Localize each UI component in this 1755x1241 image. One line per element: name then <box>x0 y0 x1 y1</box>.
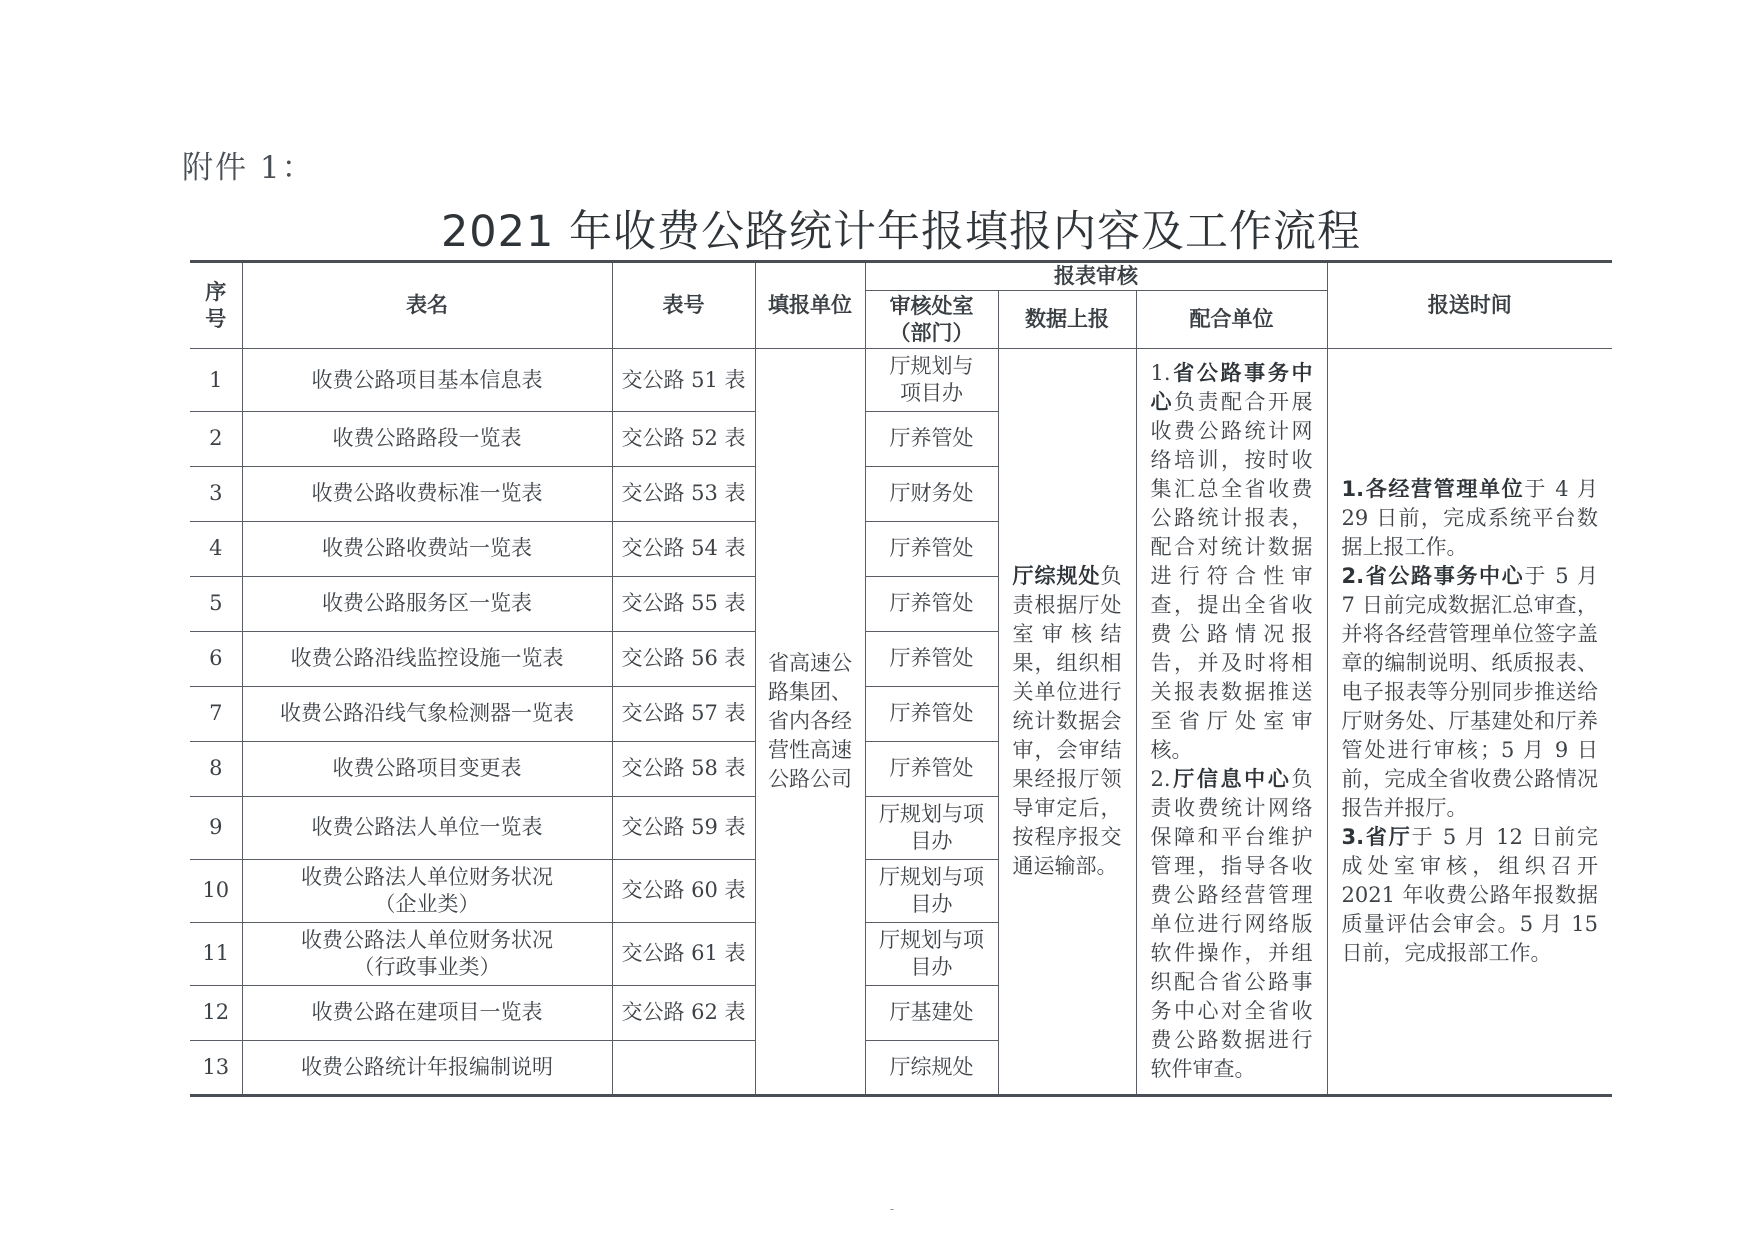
row-table-code: 交公路 51 表 <box>612 349 755 412</box>
row-seq: 7 <box>190 686 242 741</box>
row-table-name: 收费公路收费站一览表 <box>242 521 612 576</box>
row-seq: 2 <box>190 412 242 467</box>
row-table-name: 收费公路路段一览表 <box>242 412 612 467</box>
row-seq: 13 <box>190 1040 242 1095</box>
row-table-code: 交公路 60 表 <box>612 859 755 922</box>
header-seq: 序 号 <box>190 262 242 349</box>
row-table-code: 交公路 54 表 <box>612 521 755 576</box>
row-table-code: 交公路 56 表 <box>612 631 755 686</box>
row-review-dept: 厅规划与 项目办 <box>865 349 998 412</box>
row-table-name: 收费公路法人单位一览表 <box>242 796 612 859</box>
row-seq: 11 <box>190 922 242 985</box>
row-table-code: 交公路 53 表 <box>612 466 755 521</box>
header-unit: 填报单位 <box>755 262 865 349</box>
header-review-group: 报表审核 <box>865 262 1327 291</box>
coop-item: 2.厅信息中心负责收费统计网络保障和平台维护管理，指导各收费公路经营管理单位进行网络版软件操作，并组织配合省公路事务中心对全省收费公路数据进行软件审查。 <box>1150 767 1313 1081</box>
submit-time-cell <box>1327 349 1612 1096</box>
row-table-code: 交公路 59 表 <box>612 796 755 859</box>
row-table-code: 交公路 57 表 <box>612 686 755 741</box>
header-name: 表名 <box>242 262 612 349</box>
row-review-dept: 厅财务处 <box>865 466 998 521</box>
row-table-code: 交公路 52 表 <box>612 412 755 467</box>
row-table-name: 收费公路沿线气象检测器一览表 <box>242 686 612 741</box>
data-report-cell: 厅综规处负责根据厅处室审核结果，组织相关单位进行统计数据会审，会审结果经报厅领导审定后，按程序报交通运输部。 <box>998 349 1136 1096</box>
row-seq: 4 <box>190 521 242 576</box>
coop-unit-cell <box>1136 349 1327 1096</box>
row-table-code: 交公路 62 表 <box>612 985 755 1040</box>
row-review-dept: 厅规划与项 目办 <box>865 922 998 985</box>
row-review-dept: 厅规划与项 目办 <box>865 796 998 859</box>
row-seq: 10 <box>190 859 242 922</box>
coop-item: 1.省公路事务中心负责配合开展收费公路统计网络培训，按时收集汇总全省收费公路统计报表，配合对统计数据进行符合性审查，提出全省收费公路情况报告，并及时将相关报表数据推送至省厅处室审核。 <box>1150 361 1313 762</box>
report-table <box>190 260 1612 1097</box>
table-row <box>190 349 1612 412</box>
row-seq: 12 <box>190 985 242 1040</box>
row-review-dept: 厅综规处 <box>865 1040 998 1095</box>
row-seq: 5 <box>190 576 242 631</box>
row-review-dept: 厅养管处 <box>865 576 998 631</box>
row-table-code: 交公路 58 表 <box>612 741 755 796</box>
header-coop: 配合单位 <box>1136 291 1327 349</box>
page-title: 2021 年收费公路统计年报填报内容及工作流程 <box>440 207 1362 257</box>
fill-unit-cell: 省高速公 路集团、 省内各经 营性高速 公路公司 <box>755 349 865 1096</box>
row-review-dept: 厅养管处 <box>865 686 998 741</box>
row-table-code: 交公路 55 表 <box>612 576 755 631</box>
row-table-name: 收费公路服务区一览表 <box>242 576 612 631</box>
row-table-name: 收费公路沿线监控设施一览表 <box>242 631 612 686</box>
header-review-dept: 审核处室 （部门） <box>865 291 998 349</box>
row-seq: 6 <box>190 631 242 686</box>
header-data-report: 数据上报 <box>998 291 1136 349</box>
row-table-name: 收费公路法人单位财务状况 （行政事业类） <box>242 922 612 985</box>
row-review-dept: 厅养管处 <box>865 741 998 796</box>
timeline-item: 2.省公路事务中心于 5 月 7 日前完成数据汇总审查，并将各经营管理单位签字盖章的编制说明、纸质报表、电子报表等分别同步推送给厅财务处、厅基建处和厅养管处进行审核；5 月 9 日前，完成全省收费公路情况报告并报厅。 <box>1341 564 1598 820</box>
attachment-label: 附件 1： <box>182 150 315 186</box>
row-table-name: 收费公路统计年报编制说明 <box>242 1040 612 1095</box>
header-code: 表号 <box>612 262 755 349</box>
row-table-name: 收费公路法人单位财务状况 （企业类） <box>242 859 612 922</box>
row-review-dept: 厅基建处 <box>865 985 998 1040</box>
row-review-dept: 厅养管处 <box>865 412 998 467</box>
row-table-code <box>612 1040 755 1095</box>
row-table-name: 收费公路在建项目一览表 <box>242 985 612 1040</box>
row-review-dept: 厅规划与项 目办 <box>865 859 998 922</box>
timeline-item: 1.各经营管理单位于 4 月 29 日前，完成系统平台数据上报工作。 <box>1341 477 1598 559</box>
row-review-dept: 厅养管处 <box>865 521 998 576</box>
row-review-dept: 厅养管处 <box>865 631 998 686</box>
row-table-code: 交公路 61 表 <box>612 922 755 985</box>
row-seq: 9 <box>190 796 242 859</box>
row-seq: 3 <box>190 466 242 521</box>
row-seq: 8 <box>190 741 242 796</box>
header-time: 报送时间 <box>1327 262 1612 349</box>
timeline-item: 3.省厅于 5 月 12 日前完成处室审核，组织召开 2021 年收费公路年报数据质量评估会审会。5 月 15 日前，完成报部工作。 <box>1341 825 1598 965</box>
row-seq: 1 <box>190 349 242 412</box>
row-table-name: 收费公路项目变更表 <box>242 741 612 796</box>
row-table-name: 收费公路收费标准一览表 <box>242 466 612 521</box>
page-mark: - <box>890 1202 895 1216</box>
row-table-name: 收费公路项目基本信息表 <box>242 349 612 412</box>
